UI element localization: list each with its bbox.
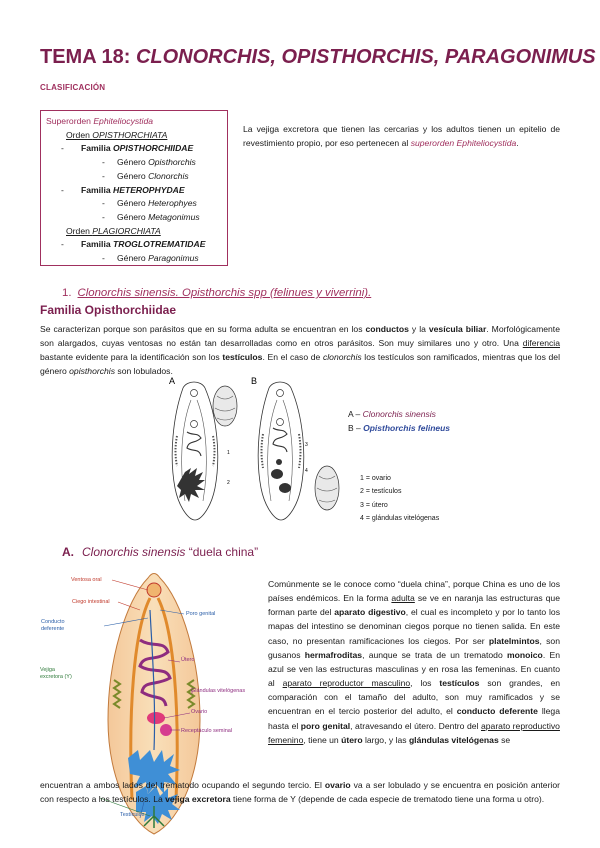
- label-testiculos: Testículos: [120, 812, 145, 818]
- genus-row: - Género Opisthorchis: [102, 157, 196, 168]
- figure-label-b: B: [251, 376, 258, 386]
- legend-number: 2 = testículos: [360, 488, 402, 496]
- label-ciego-intestinal: Ciego intestinal: [72, 599, 110, 605]
- figure-mark: 1: [227, 450, 230, 456]
- figure-label-a: A: [169, 376, 176, 386]
- legend-item-b: B – Opisthorchis felineus: [348, 423, 451, 433]
- label-utero: Útero: [181, 657, 195, 663]
- opisthorchis-egg-drawing: [315, 466, 339, 510]
- opisthorchis-drawing: [258, 382, 304, 520]
- paragraph-continuation: encuentran a ambos lados del trematodo ocupando el segundo tercio. El ovario va a ser lobulado y se encuentra en posición anterior con respecto a los testículos. La vejiga excretora tiene forma de Y (depende de cada especie de trematodo tiene una forma u otro).: [40, 780, 560, 805]
- genus-row: - Género Heterophyes: [102, 198, 197, 209]
- section-1-heading: 1. Clonorchis sinensis. Opisthorchis spp (felinues y viverrini).: [62, 287, 372, 299]
- figure-mark: 3: [305, 442, 308, 448]
- clonorchis-egg-drawing: [213, 386, 237, 426]
- family-row: - Familia OPISTHORCHIIDAE: [61, 143, 194, 154]
- family-heading: Familia Opisthorchiidae: [40, 303, 177, 317]
- label-ovario: Ovario: [191, 709, 208, 715]
- excretory-bladder-note: La vejiga excretora que tienen las cercarias y los adultos tienen un epitelio de revestimiento propio, por eso pertenecen al superorden Ephiteliocystida.: [243, 124, 560, 148]
- genus-row: - Género Paragonimus: [102, 253, 199, 264]
- paragraph-duela-china: Comúnmente se le conoce como “duela china”, porque China es uno de los países endémicos. En la forma adulta se ve en naranja las estructuras que forman parte del aparato digestivo, el cual es incompleto y por lo tanto los mapas del intestino se denominan ciegos porque no tienen salida. En este caso, no presentan ramificaciones los ciegos. Por ser platelmintos, son gusanos hermafroditas, aunque se trata de un trematodo monoico. En azul se ven las estructuras masculinas y en rosa las femeninas. En cuanto al aparato reproductor masculino, los testículos son grandes, en comparación con el tamaño del adulto, son muy ramificados y se encuentran en el tercio posterior del adulto, el conducto deferente llega hasta el poro genital, atravesando el útero. Dentro del aparato reproductivo femenino, tiene un útero largo, y las glándulas vitelógenas se: [268, 579, 561, 745]
- legend-number: 4 = glándulas vitelógenas: [360, 515, 440, 523]
- label-glandulas: Glándulas vitelógenas: [191, 688, 246, 694]
- paragraph-opisthorchiidae: Se caracterizan porque son parásitos que en su forma adulta se encuentran en los conductos y la vesícula biliar. Morfológicamente son alargados, cuyas ventosas no están tan desarrolladas como en otros parásitos. Son muy similares uno y otro. Una diferencia bastante evidente para la identificación son los testículos. En el caso de clonorchis los testículos son ramificados, mientras que los del género opisthorchis son lobulados.: [40, 324, 560, 376]
- family-row: - Familia HETEROPHYDAE: [61, 184, 185, 195]
- superorder-row: Superorden Ephiteliocystida: [46, 116, 154, 126]
- figure1-legend: [348, 407, 450, 435]
- figure-mark: 4: [305, 468, 308, 474]
- legend-number: 3 = útero: [360, 501, 388, 509]
- genus-row: - Género Clonorchis: [102, 170, 189, 181]
- label-conducto-deferente: Conducto deferente: [41, 619, 65, 632]
- clonorchis-drawing: [172, 382, 218, 520]
- classification-heading: CLASIFICACIÓN: [40, 83, 106, 92]
- family-row: - Familia TROGLOTREMATIDAE: [61, 239, 206, 250]
- label-receptaculo: Receptáculo seminal: [181, 728, 233, 734]
- taxonomy-box: [40, 110, 228, 266]
- page-title: TEMA 18: CLONORCHIS, OPISTHORCHIS, PARAGONIMUS: [40, 46, 596, 68]
- legend-item-a: A – Clonorchis sinensis: [348, 409, 436, 419]
- label-vejiga-excretora: Vejiga excretora (Y): [40, 667, 72, 680]
- genus-row: - Género Metagonimus: [102, 211, 200, 222]
- figure1-number-legend: [360, 472, 439, 526]
- order-row: Orden OPISTHORCHIATA: [66, 129, 168, 140]
- order-row: Orden PLAGIORCHIATA: [66, 225, 161, 236]
- legend-number: 1 = ovario: [360, 475, 391, 482]
- section-a-heading: A. Clonorchis sinensis “duela china”: [62, 545, 259, 559]
- label-poro-genital: Poro genital: [186, 611, 216, 617]
- figure-mark: 2: [227, 480, 230, 486]
- label-ventosa-oral: Ventosa oral: [71, 577, 102, 583]
